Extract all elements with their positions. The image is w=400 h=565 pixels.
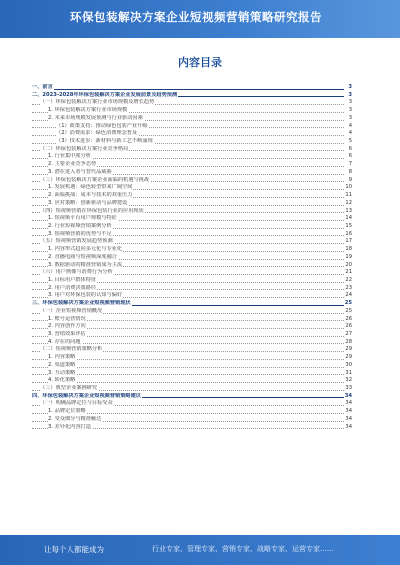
toc-entry-title: （三）典型企业案例研究 [40,385,98,392]
toc-page-number: 3 [348,91,352,98]
toc-entry-title: （三）环保包装解决方案企业面临的机遇与挑战 [40,176,149,183]
toc-entry[interactable] [32,292,352,300]
toc-entry-title: 2. 直播电商与短视频深度融合 [48,253,117,260]
toc-entry[interactable] [32,138,352,146]
toc-page-number: 10 [345,184,352,191]
toc-entry[interactable] [32,393,352,401]
toc-entry-title: （四）短视频营销在环保包装行业的应用现状 [40,207,144,214]
toc-page-number: 28 [345,338,352,345]
toc-entry-title: 2. 用户消费决策路径 [48,284,97,291]
toc-page-number: 18 [345,246,352,253]
toc-entry-title: 1. 账号运营情况 [48,315,86,322]
toc-page-number: 31 [345,369,352,376]
toc-page-number: 3 [348,114,352,121]
toc-page-number: 24 [345,292,352,299]
toc-entry[interactable] [32,84,352,92]
toc-leader-dots [32,382,344,383]
toc-leader-dots [32,89,344,90]
toc-entry[interactable] [32,246,352,254]
toc-entry[interactable] [32,146,352,154]
toc-entry-title: 3. 潜在进入者与替代品威胁 [48,168,112,175]
toc-entry-title: 2. 内容创作方向 [48,323,86,330]
toc-leader-dots [32,359,344,360]
toc-entry-title: 1. 短视频平台用户规模与特征 [48,215,117,222]
toc-entry[interactable] [32,99,352,107]
toc-entry-title: （六）用户画像与消费行为分析 [40,269,113,276]
toc-entry-title: 四、环保包装解决方案企业短视频营销策略建议 [32,392,141,399]
toc-entry-title: （二）环保包装解决方案行业竞争格局 [40,145,129,152]
toc-entry-title: 2. 受众细分与精准触达 [48,415,102,422]
toc-leader-dots [32,374,344,375]
toc-entry-title: 2. 行业短视频营销案例分析 [48,222,112,229]
toc-entry[interactable] [32,354,352,362]
toc-entry-title: 二、2023-2028年环保包装解决方案企业发展前景及趋势预测 [32,91,178,98]
toc-entry[interactable] [32,192,352,200]
toc-entry[interactable] [32,385,352,393]
toc-entry-title: 2. 主要企业竞争态势 [48,161,97,168]
toc-entry[interactable] [32,254,352,262]
toc-page-number: 32 [345,377,352,384]
toc-page-number: 9 [348,176,352,183]
toc-page-number: 13 [345,207,352,214]
toc-entry-title: （3）技术进步：新材料与新工艺不断涌现 [56,138,153,145]
toc-entry[interactable] [32,285,352,293]
toc-entry[interactable] [32,184,352,192]
toc-page-number: 26 [345,315,352,322]
toc-entry[interactable] [32,200,352,208]
toc-entry[interactable] [32,316,352,324]
toc-entry[interactable] [32,262,352,270]
table-of-contents [32,84,352,431]
toc-entry-title: 3. 营销效果评估 [48,331,86,337]
toc-page-number: 34 [345,423,352,430]
toc-entry[interactable] [32,362,352,370]
footer-roles: 行业专家、管理专家、营销专家、战略专家、运营专家…… [152,545,334,553]
toc-entry-title: 3. 短视频营销的优势与不足 [48,230,112,237]
toc-entry[interactable] [32,130,352,138]
toc-entry-title: 一、前言 [32,84,53,90]
toc-entry-title: （一）环保包装解决方案行业市场规模及增长趋势 [40,99,155,106]
toc-leader-dots [32,367,344,368]
toc-page-number: 29 [345,346,352,353]
toc-entry-title: 2. 面临挑战：成本与技术的双重压力 [48,192,133,199]
toc-page-number: 33 [345,385,352,392]
toc-page-number: 17 [345,238,352,245]
toc-entry-title: 4. 存在的问题 [48,338,81,345]
toc-entry[interactable] [32,123,352,131]
toc-entry-title: （1）政策支持：推动绿色包装产业升级 [56,122,148,129]
toc-entry[interactable] [32,416,352,424]
toc-entry-title: 1. 发展机遇：绿色转型带来广阔空间 [48,184,133,191]
toc-page-number: 25 [344,300,352,307]
report-title: 环保包装解决方案企业短视频营销策略研究报告 [70,10,322,24]
toc-entry[interactable] [32,215,352,223]
toc-entry[interactable] [32,308,352,316]
report-header [0,0,400,38]
toc-entry-title: （二）短视频营销策略分析 [40,346,103,353]
toc-page-number: 4 [348,122,352,129]
toc-page-number: 30 [345,361,352,368]
toc-entry-title: （五）短视频营销发展趋势预测 [40,238,113,245]
toc-entry[interactable] [32,238,352,246]
toc-entry[interactable] [32,300,352,308]
toc-entry[interactable] [32,377,352,385]
toc-page-number: 3 [348,107,352,114]
toc-page-number: 8 [348,168,352,175]
toc-entry-title: 1. 内容形式趋向多元化与专业化 [48,246,123,253]
toc-page-number: 6 [348,153,352,160]
toc-entry-title: 3. 差异化内容打造 [48,423,91,430]
toc-entry-title: 4. 转化策略 [48,377,76,384]
toc-entry[interactable] [32,231,352,239]
toc-page-number: 14 [345,215,352,222]
toc-page-number: 20 [345,261,352,268]
toc-entry-title: 3. 应对策略：创新驱动与品牌建设 [48,199,128,206]
toc-entry-title: 三、环保包装解决方案企业短视频营销现状 [32,300,131,307]
toc-entry[interactable] [32,331,352,339]
toc-page-number: 25 [345,307,352,314]
toc-entry[interactable] [32,269,352,277]
toc-page-number: 34 [345,415,352,422]
toc-entry[interactable] [32,208,352,216]
toc-entry-title: 2. 渠道策略 [48,361,76,368]
toc-entry-title: 1. 内容策略 [48,354,76,361]
toc-entry-title: 3. 互动策略 [48,369,76,376]
toc-heading: 内容目录 [178,56,222,69]
toc-entry-title: 1. 行业集中度分析 [48,153,91,160]
toc-entry-title: 3. 用户对环保包装的认知与偏好 [48,292,123,299]
toc-page-number: 21 [345,269,352,276]
toc-page-number: 29 [345,354,352,361]
toc-entry-title: 1. 目标用户群体特征 [48,276,97,283]
report-footer [0,535,400,565]
toc-entry[interactable] [32,323,352,331]
toc-entry[interactable] [32,223,352,231]
toc-page-number: 34 [344,392,352,399]
toc-page-number: 34 [345,408,352,415]
toc-entry[interactable] [32,277,352,285]
toc-page-number: 7 [348,161,352,168]
toc-page-number: 3 [348,99,352,106]
toc-entry[interactable] [32,424,352,432]
toc-page-number: 16 [345,230,352,237]
toc-entry[interactable] [32,153,352,161]
toc-page-number: 15 [345,222,352,229]
toc-entry[interactable] [32,169,352,177]
toc-page-number: 5 [348,138,352,145]
toc-page-number: 26 [345,323,352,330]
toc-page-number: 12 [345,199,352,206]
toc-entry-title: 1. 环保包装解决方案行业市场规模 [48,107,128,114]
toc-entry-title: 2. 未来市场规模发展预测与行业驱动因素 [48,114,143,121]
toc-entry[interactable] [32,339,352,347]
toc-page-number: 23 [345,284,352,291]
toc-page-number: 6 [348,145,352,152]
footer-slogan: 让每个人都能成为 [44,545,104,554]
toc-page-number: 34 [345,400,352,407]
toc-entry-title: 1. 品牌定位策略 [48,408,86,415]
toc-entry[interactable] [32,346,352,354]
toc-page-number: 11 [345,192,352,199]
toc-entry-title: （一）明确品牌定位与目标受众 [40,400,113,407]
toc-entry-title: 3. 数据驱动的精准营销成为主流 [48,261,123,268]
toc-page-number: 4 [348,130,352,137]
toc-entry[interactable] [32,408,352,416]
toc-entry[interactable] [32,107,352,115]
toc-entry-title: （一）企业短视频营销概况 [40,307,103,314]
toc-entry[interactable] [32,400,352,408]
toc-entry[interactable] [32,161,352,169]
toc-entry[interactable] [32,115,352,123]
toc-entry[interactable] [32,92,352,100]
toc-entry[interactable] [32,370,352,378]
toc-page-number: 19 [345,253,352,260]
toc-page-number: 27 [345,331,352,337]
toc-entry[interactable] [32,177,352,185]
toc-entry-title: （2）消费需求：绿色消费理念普及 [56,130,138,137]
toc-page-number: 22 [345,276,352,283]
toc-page-number: 3 [348,84,352,90]
